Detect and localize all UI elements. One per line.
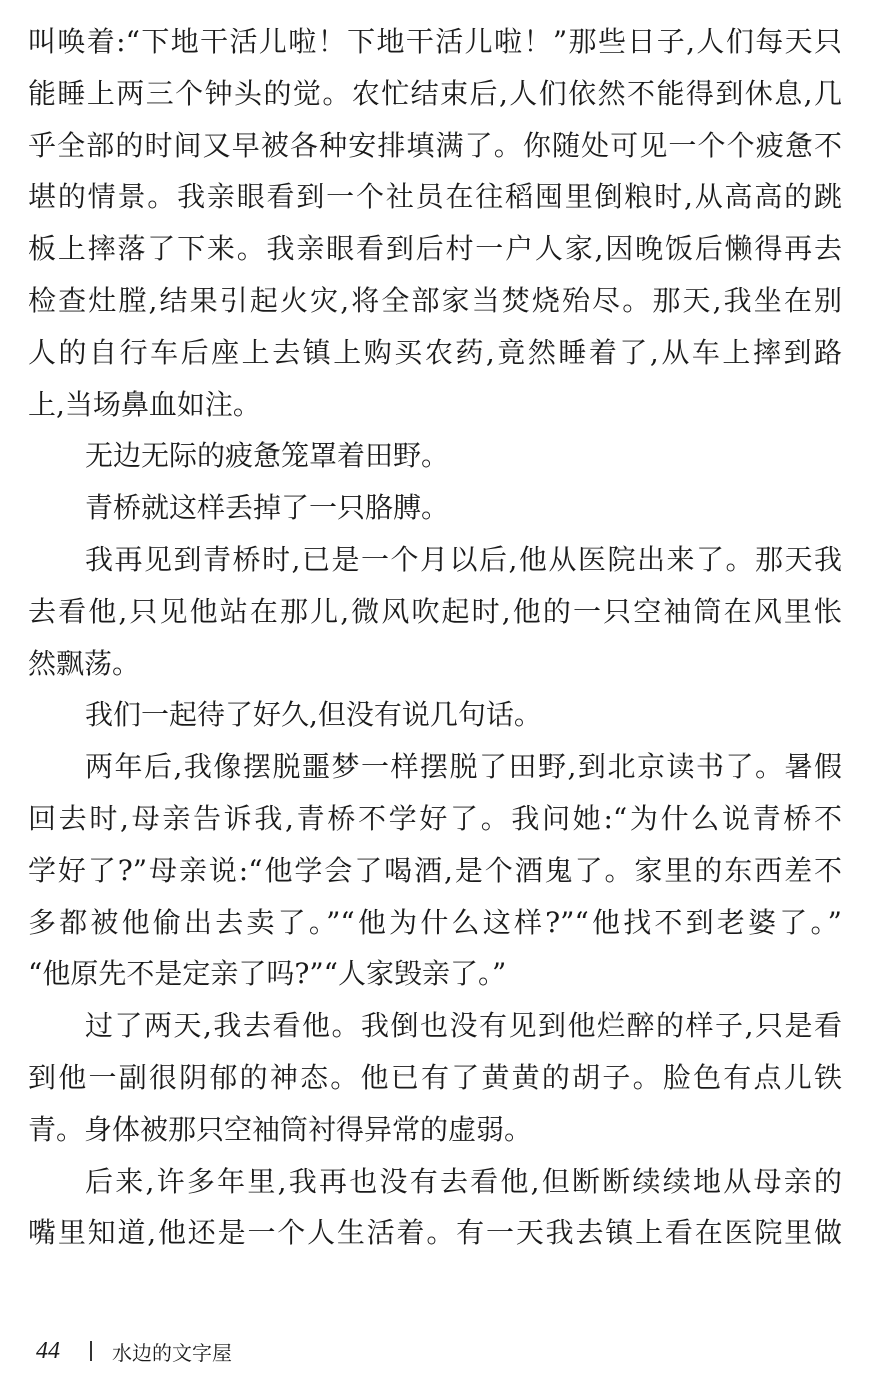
book-title: 水边的文字屋 xyxy=(112,1340,232,1365)
text-line: 我们一起待了好久,但没有说几句话。 xyxy=(85,698,542,732)
text-line: 然飘荡。 xyxy=(28,646,141,680)
text-line: 乎全部的时间又早被各种安排填满了。你随处可见一个个疲惫不 xyxy=(28,128,842,162)
text-line: “他原先不是定亲了吗?”“人家毁亲了。” xyxy=(28,957,507,991)
text-line: 检查灶膛,结果引起火灾,将全部家当焚烧殆尽。那天,我坐在别 xyxy=(28,283,842,317)
text-line: 上,当场鼻血如注。 xyxy=(28,387,261,421)
text-line: 叫唤着:“下地干活儿啦！下地干活儿啦！”那些日子,人们每天只 xyxy=(28,25,842,58)
text-line: 人的自行车后座上去镇上购买农药,竟然睡着了,从车上摔到路 xyxy=(28,335,842,369)
text-line: 我再见到青桥时,已是一个月以后,他从医院出来了。那天我 xyxy=(85,542,842,576)
body-text xyxy=(28,16,842,1259)
text-line: 过了两天,我去看他。我倒也没有见到他烂醉的样子,只是看 xyxy=(85,1009,842,1043)
text-line: 堪的情景。我亲眼看到一个社员在往稻囤里倒粮时,从高高的跳 xyxy=(28,180,842,214)
text-line: 多都被他偷出去卖了。”“他为什么这样?”“他找不到老婆了。” xyxy=(28,905,842,939)
text-line: 能睡上两三个钟头的觉。农忙结束后,人们依然不能得到休息,几 xyxy=(28,76,842,110)
text-line: 无边无际的疲惫笼罩着田野。 xyxy=(85,439,450,473)
text-line: 到他一副很阴郁的神态。他已有了黄黄的胡子。脸色有点儿铁 xyxy=(28,1060,842,1094)
footer-separator xyxy=(90,1341,92,1361)
text-line: 后来,许多年里,我再也没有去看他,但断断续续地从母亲的 xyxy=(85,1164,842,1198)
text-line: 回去时,母亲告诉我,青桥不学好了。我问她:“为什么说青桥不 xyxy=(28,801,842,835)
text-line: 嘴里知道,他还是一个人生活着。有一天我去镇上看在医院里做 xyxy=(28,1216,842,1250)
text-line: 两年后,我像摆脱噩梦一样摆脱了田野,到北京读书了。暑假 xyxy=(85,750,842,784)
page-number: 44 xyxy=(36,1337,60,1364)
text-line: 青桥就这样丢掉了一只胳膊。 xyxy=(85,491,450,525)
text-line: 学好了?”母亲说:“他学会了喝酒,是个酒鬼了。家里的东西差不 xyxy=(28,853,842,887)
text-line: 去看他,只见他站在那儿,微风吹起时,他的一只空袖筒在风里怅 xyxy=(28,594,842,628)
text-line: 青。身体被那只空袖筒衬得异常的虚弱。 xyxy=(28,1112,533,1146)
page-footer xyxy=(36,1334,232,1368)
text-line: 板上摔落了下来。我亲眼看到后村一户人家,因晚饭后懒得再去 xyxy=(28,232,842,266)
